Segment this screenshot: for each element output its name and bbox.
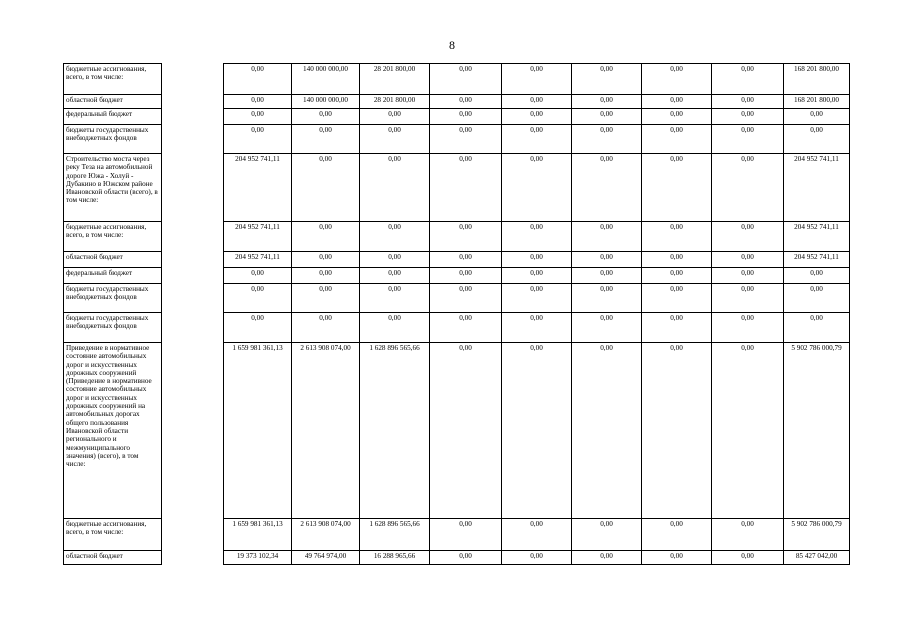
value-cell: 140 000 000,00 bbox=[292, 95, 360, 109]
value-cell: 0,00 bbox=[292, 313, 360, 343]
value-cell: 0,00 bbox=[502, 343, 572, 519]
value-cell: 0,00 bbox=[712, 109, 784, 125]
value-cell: 0,00 bbox=[572, 222, 642, 252]
value-cell: 0,00 bbox=[712, 252, 784, 268]
value-cell: 0,00 bbox=[224, 109, 292, 125]
value-cell: 0,00 bbox=[712, 284, 784, 313]
page-number: 8 bbox=[449, 38, 455, 52]
value-cell: 0,00 bbox=[712, 222, 784, 252]
value-cell: 0,00 bbox=[572, 343, 642, 519]
value-cell: 0,00 bbox=[712, 313, 784, 343]
value-cell: 0,00 bbox=[784, 313, 850, 343]
value-cell: 0,00 bbox=[360, 125, 430, 154]
value-cell: 204 952 741,11 bbox=[784, 222, 850, 252]
value-cell: 85 427 042,00 bbox=[784, 551, 850, 565]
value-cell: 0,00 bbox=[430, 343, 502, 519]
value-cell: 0,00 bbox=[712, 268, 784, 284]
value-cell: 0,00 bbox=[572, 268, 642, 284]
value-cell: 0,00 bbox=[712, 343, 784, 519]
row-label: бюджеты государственных внебюджетных фондов bbox=[64, 313, 162, 343]
row-label: федеральный бюджет bbox=[64, 268, 162, 284]
value-cell: 0,00 bbox=[642, 313, 712, 343]
row-label: бюджетные ассигнования, всего, в том числе: bbox=[64, 64, 162, 95]
value-cell: 0,00 bbox=[502, 222, 572, 252]
value-cell: 0,00 bbox=[502, 268, 572, 284]
budget-table-body bbox=[64, 64, 850, 565]
value-cell: 5 902 786 000,79 bbox=[784, 519, 850, 551]
value-cell: 0,00 bbox=[784, 125, 850, 154]
value-cell: 0,00 bbox=[642, 154, 712, 222]
row-label: областной бюджет bbox=[64, 95, 162, 109]
value-cell: 0,00 bbox=[572, 109, 642, 125]
value-cell: 0,00 bbox=[712, 64, 784, 95]
value-cell: 0,00 bbox=[292, 109, 360, 125]
value-cell: 0,00 bbox=[224, 313, 292, 343]
value-cell: 1 659 981 361,13 bbox=[224, 343, 292, 519]
value-cell: 0,00 bbox=[784, 284, 850, 313]
value-cell: 0,00 bbox=[360, 313, 430, 343]
value-cell: 0,00 bbox=[712, 519, 784, 551]
value-cell: 0,00 bbox=[430, 313, 502, 343]
row-label: бюджеты государственных внебюджетных фондов bbox=[64, 125, 162, 154]
value-cell: 0,00 bbox=[712, 154, 784, 222]
value-cell: 204 952 741,11 bbox=[224, 154, 292, 222]
value-cell: 0,00 bbox=[784, 268, 850, 284]
value-cell: 0,00 bbox=[502, 125, 572, 154]
value-cell: 0,00 bbox=[292, 222, 360, 252]
value-cell: 204 952 741,11 bbox=[784, 154, 850, 222]
value-cell: 28 201 800,00 bbox=[360, 64, 430, 95]
value-cell: 0,00 bbox=[502, 551, 572, 565]
value-cell: 0,00 bbox=[642, 284, 712, 313]
value-cell: 0,00 bbox=[572, 125, 642, 154]
value-cell: 0,00 bbox=[430, 284, 502, 313]
value-cell: 0,00 bbox=[642, 222, 712, 252]
value-cell: 0,00 bbox=[292, 252, 360, 268]
value-cell: 0,00 bbox=[572, 95, 642, 109]
value-cell: 0,00 bbox=[642, 343, 712, 519]
value-cell: 0,00 bbox=[224, 95, 292, 109]
value-cell: 204 952 741,11 bbox=[224, 222, 292, 252]
value-cell: 0,00 bbox=[360, 252, 430, 268]
value-cell: 0,00 bbox=[292, 284, 360, 313]
value-cell: 49 764 974,00 bbox=[292, 551, 360, 565]
value-cell: 0,00 bbox=[642, 64, 712, 95]
value-cell: 0,00 bbox=[292, 125, 360, 154]
row-label: Строительство моста через реку Теза на автомобильной дороге Южа - Холуй - Дубакино в Южском районе Ивановской области (всего), в том числе: bbox=[64, 154, 162, 222]
value-cell: 2 613 908 074,00 bbox=[292, 343, 360, 519]
value-cell: 0,00 bbox=[572, 313, 642, 343]
value-cell: 0,00 bbox=[572, 154, 642, 222]
row-label: Приведение в нормативное состояние автомобильных дорог и искусственных дорожных сооружений (Приведение в нормативное состояние автомобильных дорог и искусственных дорожных сооружений на автомобильных дорогах общего пользования Ивановской области регионального и межмуниципального значения) (всего), в том числе: bbox=[64, 343, 162, 519]
value-cell: 0,00 bbox=[224, 268, 292, 284]
value-cell: 0,00 bbox=[572, 284, 642, 313]
budget-table bbox=[63, 63, 850, 565]
value-cell: 168 201 800,00 bbox=[784, 95, 850, 109]
value-cell: 19 373 102,34 bbox=[224, 551, 292, 565]
value-cell: 0,00 bbox=[642, 519, 712, 551]
value-cell: 1 659 981 361,13 bbox=[224, 519, 292, 551]
value-cell: 0,00 bbox=[292, 154, 360, 222]
table-row bbox=[64, 64, 850, 95]
value-cell: 0,00 bbox=[572, 551, 642, 565]
value-cell: 0,00 bbox=[502, 109, 572, 125]
value-cell: 0,00 bbox=[712, 95, 784, 109]
value-cell: 0,00 bbox=[224, 64, 292, 95]
value-cell: 0,00 bbox=[712, 125, 784, 154]
value-cell: 5 902 786 000,79 bbox=[784, 343, 850, 519]
value-cell: 168 201 800,00 bbox=[784, 64, 850, 95]
value-cell: 0,00 bbox=[712, 551, 784, 565]
value-cell: 0,00 bbox=[430, 252, 502, 268]
value-cell: 0,00 bbox=[784, 109, 850, 125]
value-cell: 0,00 bbox=[360, 222, 430, 252]
row-label: областной бюджет bbox=[64, 551, 162, 565]
value-cell: 0,00 bbox=[430, 109, 502, 125]
value-cell: 0,00 bbox=[430, 95, 502, 109]
row-label: областной бюджет bbox=[64, 252, 162, 268]
value-cell: 0,00 bbox=[572, 519, 642, 551]
value-cell: 0,00 bbox=[430, 519, 502, 551]
value-cell: 0,00 bbox=[642, 109, 712, 125]
value-cell: 0,00 bbox=[502, 64, 572, 95]
value-cell: 0,00 bbox=[430, 154, 502, 222]
value-cell: 0,00 bbox=[572, 252, 642, 268]
value-cell: 1 628 896 565,66 bbox=[360, 519, 430, 551]
row-label: бюджеты государственных внебюджетных фондов bbox=[64, 284, 162, 313]
value-cell: 204 952 741,11 bbox=[224, 252, 292, 268]
value-cell: 0,00 bbox=[502, 519, 572, 551]
value-cell: 0,00 bbox=[224, 284, 292, 313]
row-label: бюджетные ассигнования, всего, в том числе: bbox=[64, 519, 162, 551]
value-cell: 0,00 bbox=[430, 268, 502, 284]
value-cell: 204 952 741,11 bbox=[784, 252, 850, 268]
value-cell: 2 613 908 074,00 bbox=[292, 519, 360, 551]
value-cell: 0,00 bbox=[502, 154, 572, 222]
value-cell: 0,00 bbox=[360, 284, 430, 313]
value-cell: 0,00 bbox=[642, 95, 712, 109]
value-cell: 0,00 bbox=[502, 252, 572, 268]
value-cell: 140 000 000,00 bbox=[292, 64, 360, 95]
spacer-column bbox=[162, 64, 224, 565]
value-cell: 0,00 bbox=[572, 64, 642, 95]
row-label: бюджетные ассигнования, всего, в том числе: bbox=[64, 222, 162, 252]
value-cell: 0,00 bbox=[642, 268, 712, 284]
value-cell: 28 201 800,00 bbox=[360, 95, 430, 109]
value-cell: 0,00 bbox=[502, 313, 572, 343]
value-cell: 0,00 bbox=[502, 95, 572, 109]
value-cell: 0,00 bbox=[642, 125, 712, 154]
value-cell: 1 628 896 565,66 bbox=[360, 343, 430, 519]
value-cell: 0,00 bbox=[642, 551, 712, 565]
value-cell: 0,00 bbox=[430, 125, 502, 154]
value-cell: 0,00 bbox=[360, 268, 430, 284]
value-cell: 0,00 bbox=[430, 222, 502, 252]
value-cell: 0,00 bbox=[360, 154, 430, 222]
value-cell: 0,00 bbox=[502, 284, 572, 313]
value-cell: 0,00 bbox=[430, 64, 502, 95]
row-label: федеральный бюджет bbox=[64, 109, 162, 125]
value-cell: 0,00 bbox=[224, 125, 292, 154]
value-cell: 16 288 965,66 bbox=[360, 551, 430, 565]
value-cell: 0,00 bbox=[292, 268, 360, 284]
value-cell: 0,00 bbox=[642, 252, 712, 268]
value-cell: 0,00 bbox=[430, 551, 502, 565]
value-cell: 0,00 bbox=[360, 109, 430, 125]
